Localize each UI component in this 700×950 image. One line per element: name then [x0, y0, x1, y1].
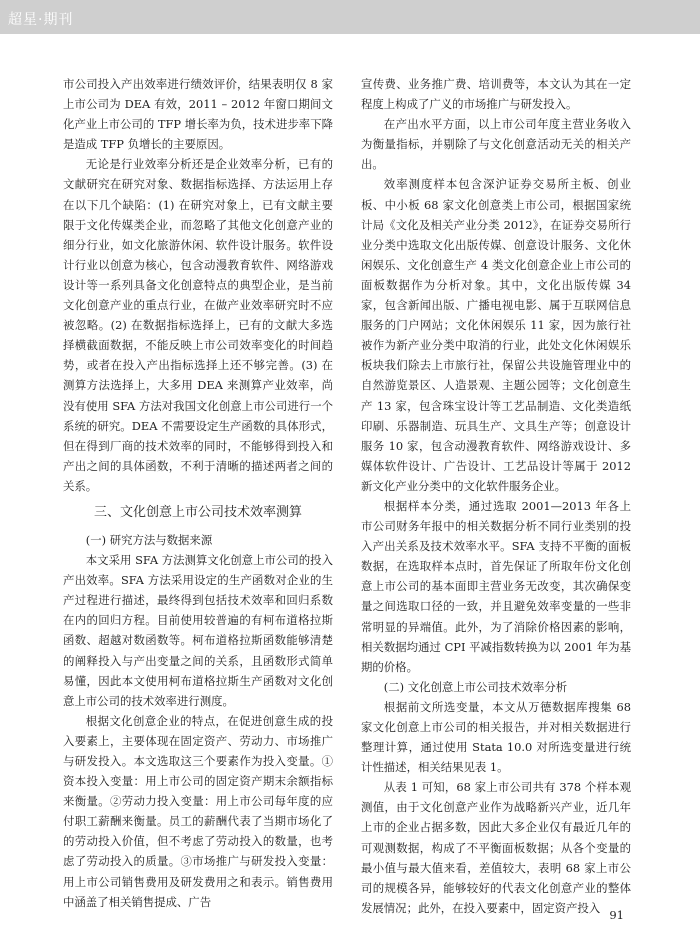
paragraph: 根据前文所选变量，本文从万德数据库搜集 68 家文化创意上市公司的相关报告，并对相关数据进行整理计算，通过使用 Stata 10.0 对所选变量进行统计性描述，相关结果见表 1。 [361, 699, 631, 775]
paragraph: 无论是行业效率分析还是企业效率分析，已有的文献研究在研究对象、数据指标选择、方法运用上存在以下几个缺陷：(1) 在研究对象上，已有文献主要限于文化传媒类企业，而忽略了其他文化创意产业的细分行业，如文化旅游休闲、软件设计服务。软件设计行业以创意为核心，包含动漫教育软件、网络游戏设计等一系列具备文化创意特点的典型企业，是当前文化创意产业的重点行业，在做产业效率研究时不应被忽略。(2) 在数据指标选择上，已有的文献大多选择横截面数据，不能反映上市公司效率变化的时间趋势，或者在投入产出指标选择上还不够完善。(3) 在测算方法选择上，大多用 DEA 来测算产业效率，尚没有使用 SFA 方法对我国文化创意上市公司进行一个系统的研究。DEA 不需要设定生产函数的具体形式，但在得到厂商的技术效率的同时，不能够得到投入和产出之间的具体函数，不利于清晰的描述两者之间的关系。 [63, 157, 333, 493]
right-column [361, 74, 631, 918]
paragraph: 根据文化创意企业的特点，在促进创意生成的投入要素上，主要体现在固定资产、劳动力、市场推广与研发投入。本文选取这三个要素作为投入变量。①资本投入变量：用上市公司的固定资产期末余额指标来衡量。②劳动力投入变量：用上市公司每年度的应付职工薪酬来衡量。员工的薪酬代表了当期市场化了的劳动投入价值，但不考虑了劳动投入的数量，也考虑了劳动投入的质量。③市场推广与研发投入变量：用上市公司销售费用及研发费用之和表示。销售费用中涵盖了相关销售提成、广告 [63, 713, 333, 909]
section-title: 三、文化创意上市公司技术效率测算 [93, 504, 302, 520]
subsection-title: (二) 文化创意上市公司技术效率分析 [383, 679, 568, 694]
paragraph: 从表 1 可知，68 家上市公司共有 378 个样本观测值，由于文化创意产业作为战略新兴产业，近几年上市的企业占据多数，因此大多企业仅有最近几年的可观测数据，构成了不平衡面板数据；从各个变量的最小值与最大值来看，差值较大，表明 68 家上市公司的规模各异，能够较好的代表文化创意产业的整体发展情况；此外，在投入要素中，固定资产投入 [361, 780, 631, 915]
paragraph: 根据样本分类，通过选取 2001—2013 年各上市公司财务年报中的相关数据分析不同行业类别的投入产出关系及技术效率水平。SFA 支持不平衡的面板数据，在选取样本点时，首先保证了所取年份文化创意上市公司的基本面即主营业务无改变，其次确保变量之间选取口径的一致，并且避免效率变量的一些非常明显的异端值。此外，为了消除价格因素的影响，相关数据均通过 CPI 平减指数转换为以 2001 年为基期的价格。 [361, 498, 631, 674]
journal-brand: 超星·期刊 [8, 12, 74, 28]
left-column [63, 74, 333, 912]
paragraph: 在产出水平方面，以上市公司年度主营业务收入为衡量指标，并剔除了与文化创意活动无关的相关产出。 [361, 117, 631, 172]
page-number: 91 [609, 908, 624, 922]
subsection-title: (一) 研究方法与数据来源 [85, 532, 213, 547]
paragraph: 效率测度样本包含深沪证券交易所主板、创业板、中小板 68 家文化创意类上市公司，根据国家统计局《文化及相关产业分类 2012》，在证券交易所行业分类中选取文化出版传媒、创意设计服务、文化休闲娱乐、文化创意生产 4 类文化创意企业上市公司的面板数据作为分析对象。其中，文化出版传媒 34 家，包含新闻出版、广播电视电影、属于互联网信息服务的门户网站；文化休闲娱乐 11 家，因为旅行社被作为新产业分类中取消的行业，此处文化休闲娱乐板块我们除去上市旅行社，保留公共设施管理业中的自然游览景区、人造景观、主题公园等；文化创意生产 13 家，包含珠宝设计等工艺品制造、文化类造纸印刷、乐器制造、玩具生产、文具生产等；创意设计服务 10 家，包含动漫教育软件、网络游戏设计、多媒体软件设计、广告设计、工艺品设计等属于 2012 新文化产业分类中的文化软件服务企业。 [361, 177, 631, 493]
paragraph: 本文采用 SFA 方法测算文化创意上市公司的投入产出效率。SFA 方法采用设定的生产函数对企业的生产过程进行描述，最终得到包括技术效率和回归系数在内的回归方程。目前使用较普遍的有柯布道格拉斯函数、超越对数函数等。柯布道格拉斯函数能够清楚的阐释投入与产出变量之间的关系，且函数形式简单易懂，因此本文使用柯布道格拉斯生产函数对文化创意上市公司的技术效率进行测度。 [63, 553, 333, 708]
paragraph: 宣传费、业务推广费、培训费等，本文认为其在一定程度上构成了广义的市场推广与研发投入。 [361, 77, 631, 112]
paragraph: 市公司投入产出效率进行绩效评价，结果表明仅 8 家上市公司为 DEA 有效，2011 – 2012 年窗口期间文化产业上市公司的 TFP 增长率为负，技术进步率下降是造成 TFP 负增长的主要原因。 [63, 77, 333, 152]
journal-header-bar [0, 0, 700, 34]
